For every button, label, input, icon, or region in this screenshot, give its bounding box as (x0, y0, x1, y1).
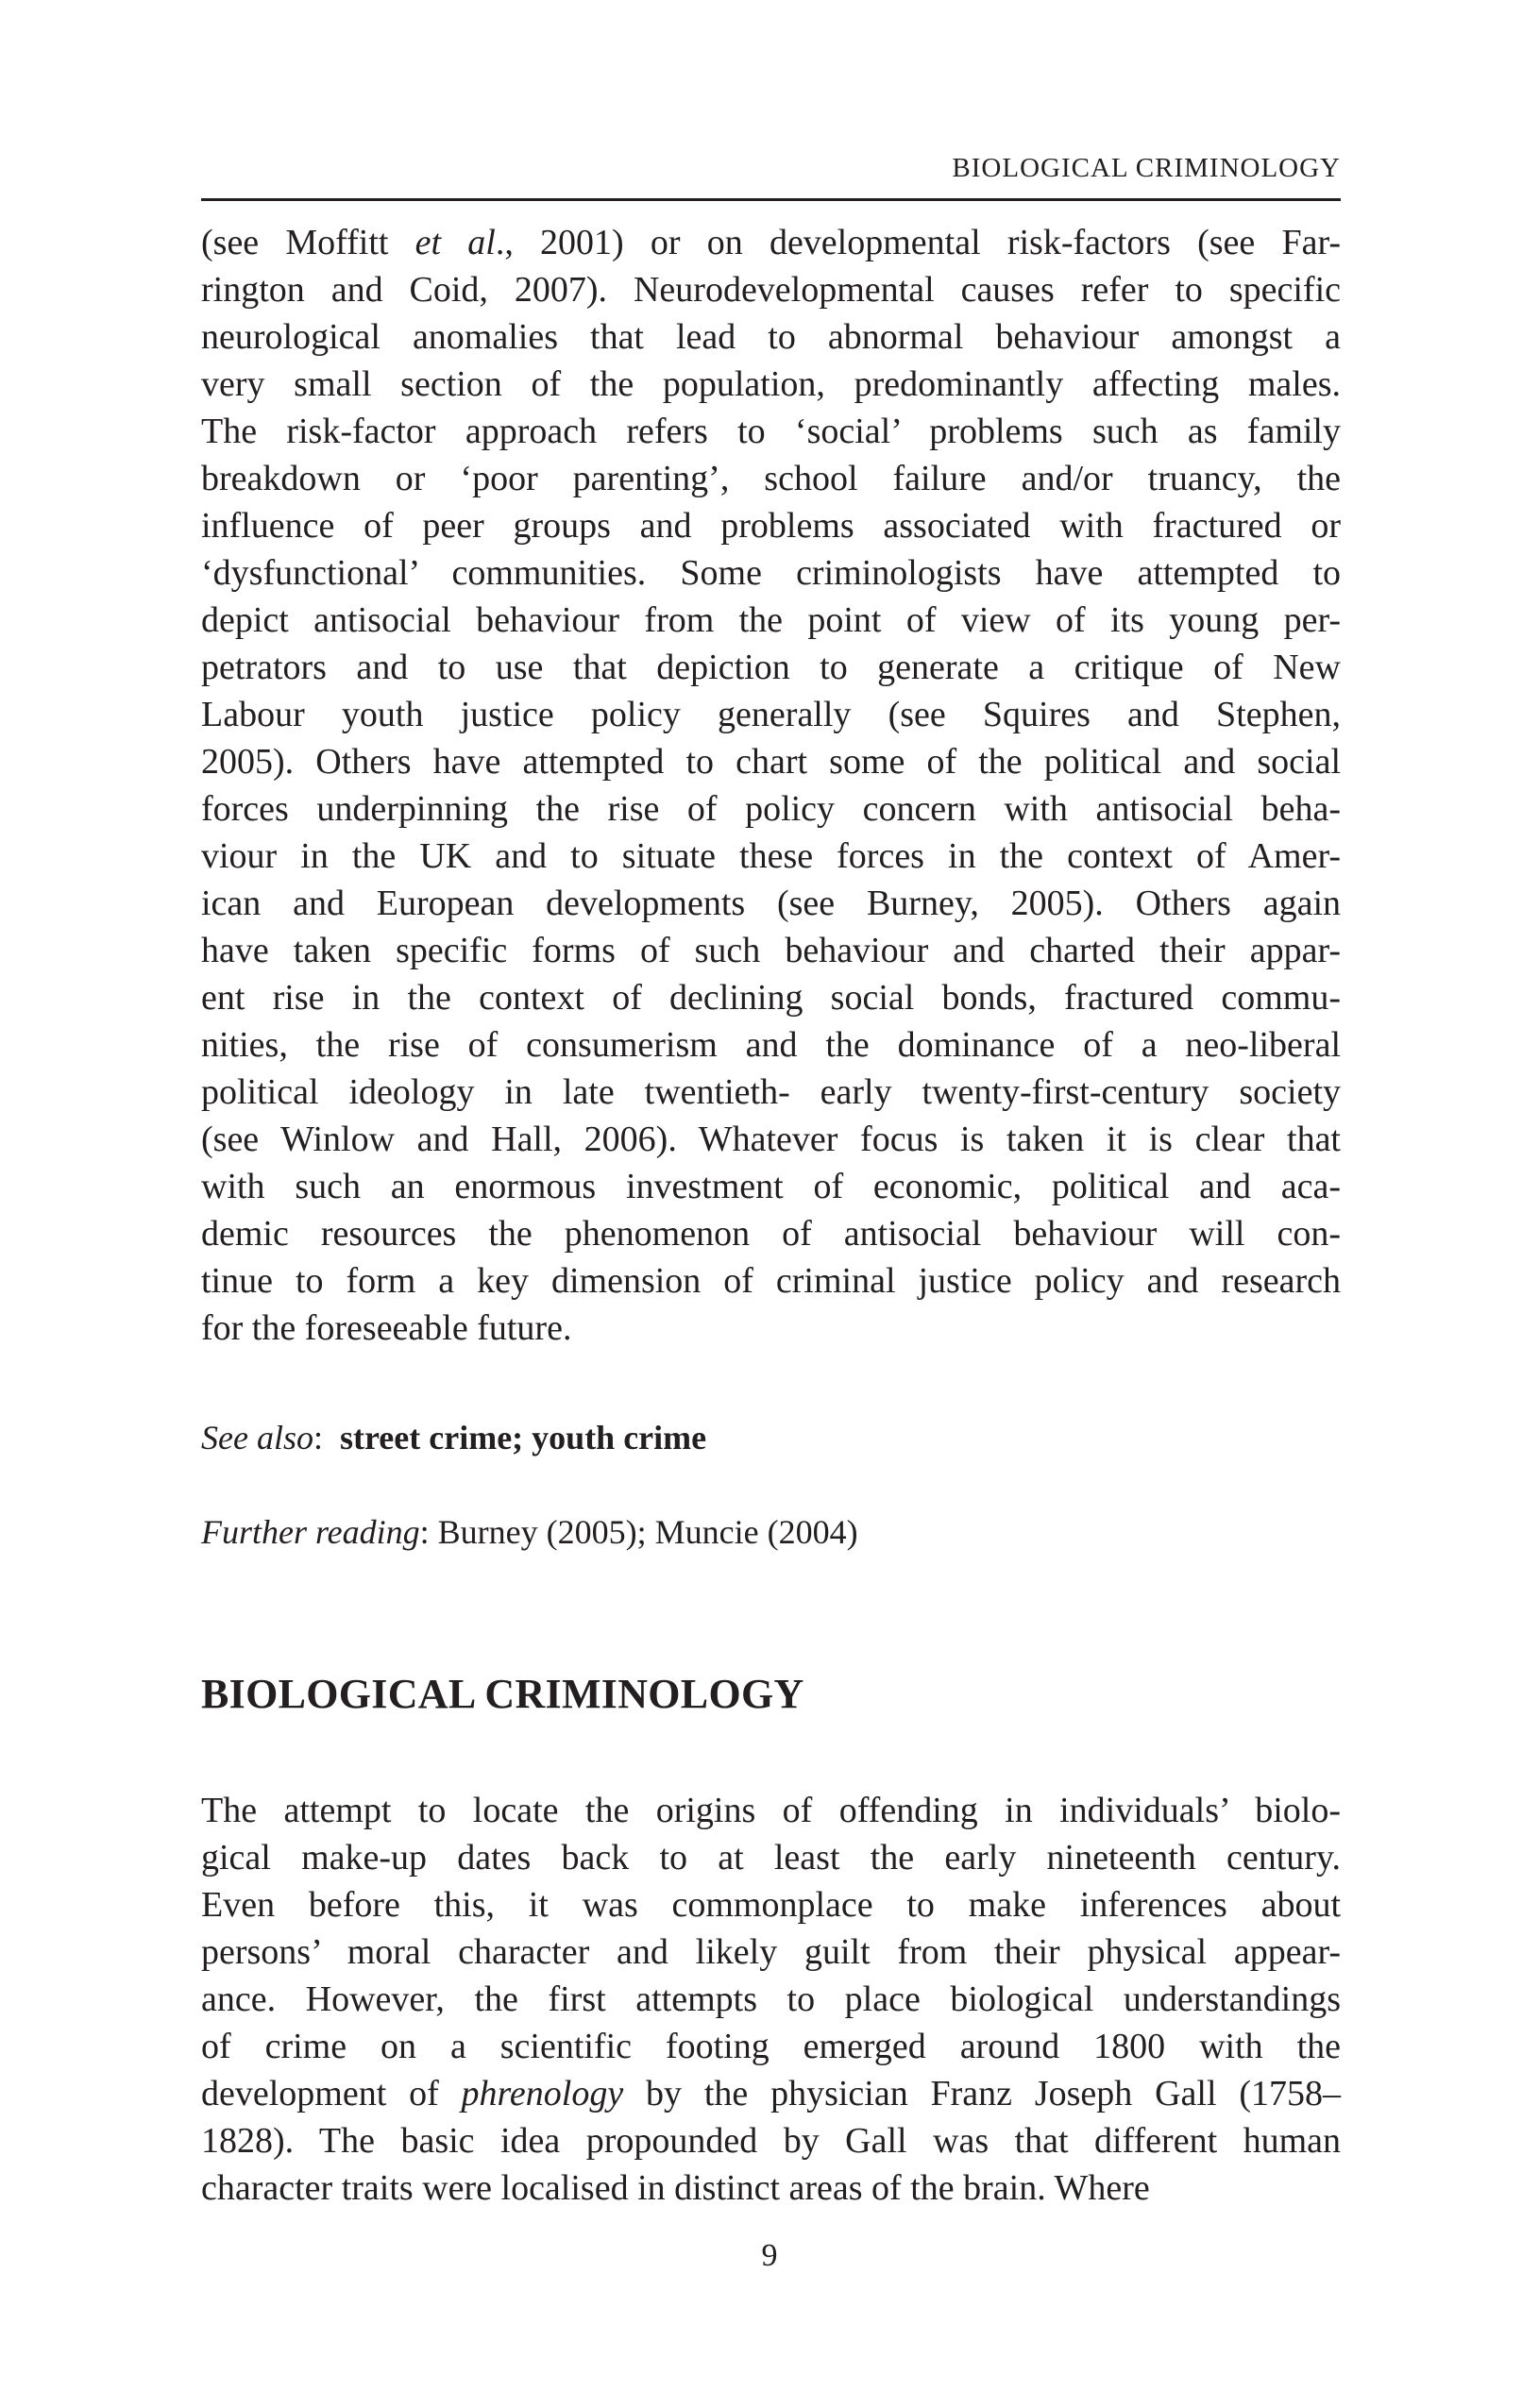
text-line: for the foreseeable future. (201, 1308, 572, 1348)
see-also-refs: street crime; youth crime (339, 1419, 707, 1457)
text-line: persons’ moral character and likely guilt from their physical appear- (201, 1932, 1341, 1972)
entry-paragraph (201, 1787, 1341, 2212)
text-line: (see Winlow and Hall, 2006). Whatever focus is taken it is clear that (201, 1120, 1341, 1159)
text-line: character traits were localised in distinct areas of the brain. Where (201, 2168, 1150, 2208)
text-line: of crime on a scientific footing emerged around 1800 with the (201, 2027, 1341, 2066)
text-line: breakdown or ‘poor parenting’, school failure and/or truancy, the (201, 459, 1341, 498)
see-also-label: See also (201, 1419, 313, 1457)
running-head: BIOLOGICAL CRIMINOLOGY (952, 153, 1341, 183)
text-line: Even before this, it was commonplace to make inferences about (201, 1885, 1341, 1925)
see-also (201, 1414, 1341, 1461)
text-line: with such an enormous investment of economic, political and aca- (201, 1167, 1341, 1206)
text-line: have taken specific forms of such behaviour and charted their appar- (201, 931, 1341, 970)
text-line: viour in the UK and to situate these forces in the context of Amer- (201, 836, 1341, 876)
text-line: rington and Coid, 2007). Neurodevelopmental causes refer to specific (201, 270, 1341, 310)
text-line: ‘dysfunctional’ communities. Some criminologists have attempted to (201, 553, 1341, 593)
text-line: depict antisocial behaviour from the point of view of its young per- (201, 600, 1341, 640)
text-line: nities, the rise of consumerism and the dominance of a neo-liberal (201, 1025, 1341, 1065)
header-rule (201, 198, 1341, 201)
text-line: tinue to form a key dimension of criminal justice policy and research (201, 1261, 1341, 1301)
entry-title: BIOLOGICAL CRIMINOLOGY (201, 1671, 804, 1717)
text-line: gical make-up dates back to at least the early nineteenth century. (201, 1838, 1341, 1878)
continuation-paragraph (201, 219, 1341, 1352)
text-line: ican and European developments (see Burney, 2005). Others again (201, 884, 1341, 923)
text-line: development of phrenology by the physician Franz Joseph Gall (1758– (201, 2074, 1341, 2113)
text-line: Labour youth justice policy generally (see Squires and Stephen, (201, 695, 1341, 734)
text-line: The risk-factor approach refers to ‘social’ problems such as family (201, 412, 1341, 451)
text-line: neurological anomalies that lead to abnormal behaviour amongst a (201, 317, 1341, 357)
text-line: demic resources the phenomenon of antisocial behaviour will con- (201, 1214, 1341, 1254)
further-reading (201, 1508, 1341, 1556)
text-line: very small section of the population, predominantly affecting males. (201, 364, 1341, 404)
text-line: (see Moffitt et al., 2001) or on developmental risk-factors (see Far- (201, 223, 1341, 262)
further-reading-text: Burney (2005); Muncie (2004) (437, 1513, 858, 1551)
see-also-separator: : (313, 1419, 323, 1457)
text-line: ance. However, the first attempts to place biological understandings (201, 1979, 1341, 2019)
page-number: 9 (761, 2238, 778, 2273)
further-reading-separator: : (419, 1513, 430, 1551)
text-line: forces underpinning the rise of policy concern with antisocial beha- (201, 789, 1341, 829)
text-line: 2005). Others have attempted to chart some of the political and social (201, 742, 1341, 782)
text-line: political ideology in late twentieth- early twenty-first-century society (201, 1072, 1341, 1112)
text-line: The attempt to locate the origins of offending in individuals’ biolo- (201, 1791, 1341, 1830)
text-line: petrators and to use that depiction to generate a critique of New (201, 648, 1341, 687)
text-line: ent rise in the context of declining social bonds, fractured commu- (201, 978, 1341, 1018)
text-line: 1828). The basic idea propounded by Gall was that different human (201, 2121, 1341, 2161)
further-reading-label: Further reading (201, 1513, 420, 1551)
text-line: influence of peer groups and problems associated with fractured or (201, 506, 1341, 546)
